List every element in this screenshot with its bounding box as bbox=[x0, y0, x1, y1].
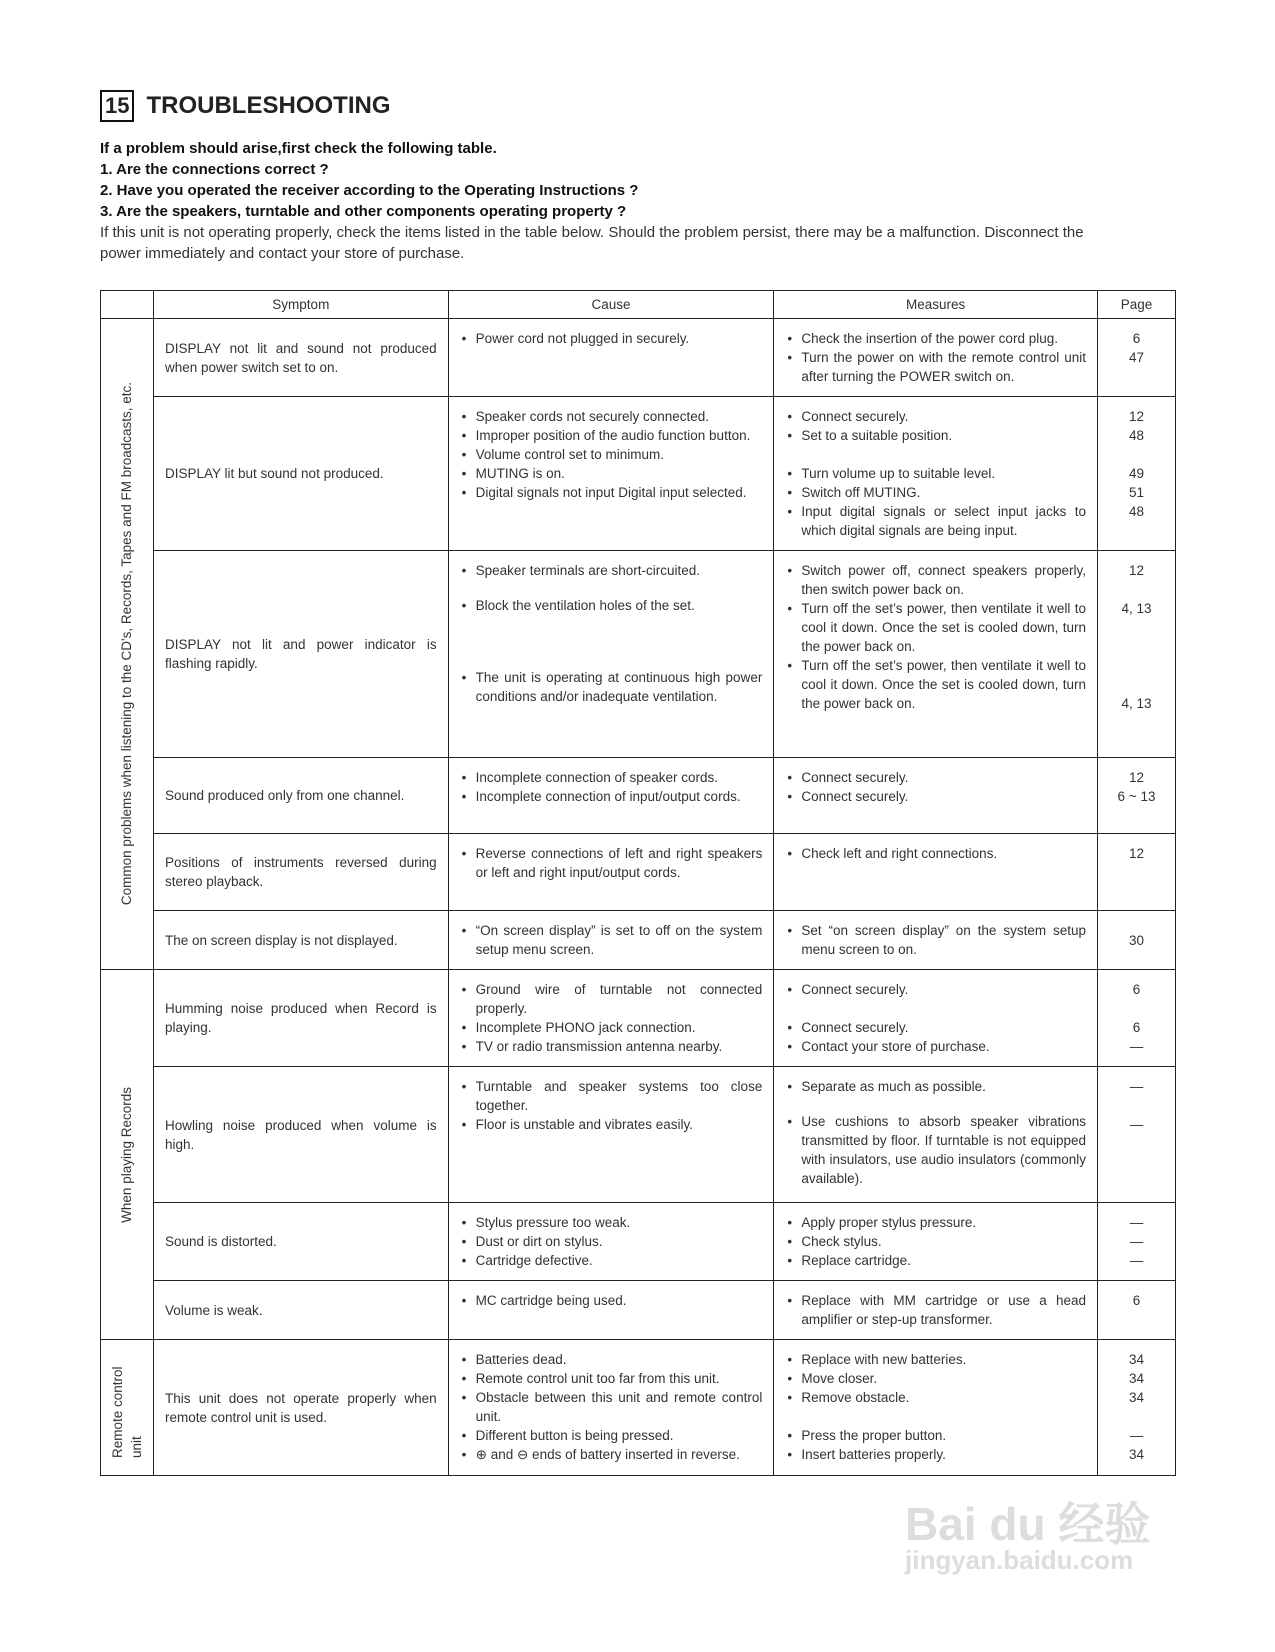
measure-item: • Insert batteries properly. bbox=[785, 1445, 1086, 1464]
causes-cell bbox=[448, 1281, 774, 1340]
measure-item: • Connect securely. bbox=[785, 1018, 1086, 1037]
causes-cell bbox=[448, 319, 774, 397]
symptom-cell: Volume is weak. bbox=[153, 1281, 448, 1340]
header-cause: Cause bbox=[448, 291, 774, 319]
cause-item: • Batteries dead. bbox=[460, 1350, 763, 1369]
measures-cell bbox=[774, 834, 1098, 911]
measure-item: • Input digital signals or select input jacks to which digital signals are being input. bbox=[785, 502, 1086, 540]
cause-item: • Incomplete PHONO jack connection. bbox=[460, 1018, 763, 1037]
symptom-cell: DISPLAY not lit and sound not produced when power switch set to on. bbox=[153, 319, 448, 397]
cause-item: • Dust or dirt on stylus. bbox=[460, 1232, 763, 1251]
measures-cell bbox=[774, 1340, 1098, 1476]
measure-item: • Replace with MM cartridge or use a head amplifier or step-up transformer. bbox=[785, 1291, 1086, 1329]
symptom-cell: Humming noise produced when Record is playing. bbox=[153, 970, 448, 1067]
group-label-cell bbox=[101, 970, 154, 1340]
table-row bbox=[101, 319, 1176, 397]
cause-item: • Floor is unstable and vibrates easily. bbox=[460, 1115, 763, 1134]
table-row bbox=[101, 758, 1176, 834]
cause-item: • MC cartridge being used. bbox=[460, 1291, 763, 1310]
table-row bbox=[101, 1067, 1176, 1203]
cause-item: • Ground wire of turntable not connected properly. bbox=[460, 980, 763, 1018]
symptom-cell: DISPLAY not lit and power indicator is flashing rapidly. bbox=[153, 551, 448, 758]
section-title bbox=[100, 90, 390, 122]
measure-item: • Turn off the set’s power, then ventilate it well to cool it down. Once the set is cooled down, turn the power back on. bbox=[785, 656, 1086, 713]
measure-item: • Replace with new batteries. bbox=[785, 1350, 1086, 1369]
cause-item: • MUTING is on. bbox=[460, 464, 763, 483]
troubleshooting-table bbox=[100, 290, 1176, 1476]
page-cell: 6 47 bbox=[1098, 319, 1176, 397]
cause-item: • Different button is being pressed. bbox=[460, 1426, 763, 1445]
measure-item: • Set “on screen display” on the system setup menu screen to on. bbox=[785, 921, 1086, 959]
group-label: Common problems when listening to the CD's, Records, Tapes and FM broadcasts, etc. bbox=[119, 382, 135, 906]
measure-item: • Apply proper stylus pressure. bbox=[785, 1213, 1086, 1232]
measures-cell bbox=[774, 319, 1098, 397]
intro-line: 2. Have you operated the receiver according to the Operating Instructions ? bbox=[100, 182, 639, 199]
measure-item: • Switch off MUTING. bbox=[785, 483, 1086, 502]
table-row bbox=[101, 551, 1176, 758]
cause-item: • Incomplete connection of speaker cords. bbox=[460, 768, 763, 787]
cause-item: • ⊕ and ⊖ ends of battery inserted in reverse. bbox=[460, 1445, 763, 1464]
causes-cell bbox=[448, 834, 774, 911]
symptom-cell: This unit does not operate properly when remote control unit is used. bbox=[153, 1340, 448, 1476]
section-heading: TROUBLESHOOTING bbox=[146, 92, 391, 119]
measure-item: • Move closer. bbox=[785, 1369, 1086, 1388]
measure-item: • Set to a suitable position. bbox=[785, 426, 1086, 445]
cause-item: • The unit is operating at continuous high power conditions and/or inadequate ventilation. bbox=[460, 668, 763, 706]
cause-item: • Volume control set to minimum. bbox=[460, 445, 763, 464]
group-label-cell bbox=[101, 1340, 154, 1476]
header-measures: Measures bbox=[774, 291, 1098, 319]
causes-cell bbox=[448, 970, 774, 1067]
symptom-cell: Sound produced only from one channel. bbox=[153, 758, 448, 834]
measures-cell bbox=[774, 397, 1098, 551]
causes-cell bbox=[448, 397, 774, 551]
cause-item: • Incomplete connection of input/output cords. bbox=[460, 787, 763, 806]
measure-item: • Turn volume up to suitable level. bbox=[785, 464, 1086, 483]
measure-item: • Press the proper button. bbox=[785, 1426, 1086, 1445]
group-label-cell bbox=[101, 319, 154, 970]
cause-item: • Power cord not plugged in securely. bbox=[460, 329, 763, 348]
measure-item: • Replace cartridge. bbox=[785, 1251, 1086, 1270]
measure-item: • Turn the power on with the remote control unit after turning the POWER switch on. bbox=[785, 348, 1086, 386]
header-symptom: Symptom bbox=[153, 291, 448, 319]
symptom-cell: Howling noise produced when volume is high. bbox=[153, 1067, 448, 1203]
cause-item: • Obstacle between this unit and remote control unit. bbox=[460, 1388, 763, 1426]
watermark-url: jingyan.baidu.com bbox=[905, 1545, 1134, 1575]
measure-item: • Contact your store of purchase. bbox=[785, 1037, 1086, 1056]
page-cell: 12 4, 13 4, 13 bbox=[1098, 551, 1176, 758]
cause-item: • Digital signals not input Digital input selected. bbox=[460, 483, 763, 502]
cause-item: • Turntable and speaker systems too close together. bbox=[460, 1077, 763, 1115]
cause-item: • TV or radio transmission antenna nearby. bbox=[460, 1037, 763, 1056]
cause-item: • “On screen display” is set to off on the system setup menu screen. bbox=[460, 921, 763, 959]
measure-item: • Check the insertion of the power cord plug. bbox=[785, 329, 1086, 348]
page-cell: 6 bbox=[1098, 1281, 1176, 1340]
causes-cell bbox=[448, 1340, 774, 1476]
measure-item: • Check stylus. bbox=[785, 1232, 1086, 1251]
table-row bbox=[101, 1281, 1176, 1340]
section-number: 15 bbox=[100, 90, 134, 122]
watermark-logo: Bai du 经验 bbox=[905, 1498, 1151, 1550]
causes-cell bbox=[448, 1203, 774, 1281]
page-cell: — — — bbox=[1098, 1203, 1176, 1281]
measure-item: • Connect securely. bbox=[785, 787, 1086, 806]
measure-item: • Use cushions to absorb speaker vibrations transmitted by floor. If turntable is not equipped with insulators, use audio insulators (commonly available). bbox=[785, 1112, 1086, 1188]
measure-item: • Switch power off, connect speakers properly, then switch power back on. bbox=[785, 561, 1086, 599]
intro bbox=[100, 138, 1110, 264]
page-cell: 30 bbox=[1098, 911, 1176, 970]
measures-cell bbox=[774, 758, 1098, 834]
measures-cell bbox=[774, 1281, 1098, 1340]
causes-cell bbox=[448, 911, 774, 970]
cause-item: • Cartridge defective. bbox=[460, 1251, 763, 1270]
measure-item: • Remove obstacle. bbox=[785, 1388, 1086, 1407]
measure-item: • Connect securely. bbox=[785, 768, 1086, 787]
group-label: Remote control unit bbox=[109, 1365, 144, 1458]
page-cell: 6 6 — bbox=[1098, 970, 1176, 1067]
cause-item: • Speaker terminals are short-circuited. bbox=[460, 561, 763, 580]
header-row bbox=[101, 291, 1176, 319]
intro-paragraph: If this unit is not operating properly, check the items listed in the table below. Should the problem persist, there may be a malfunction. Disconnect the power immediately and contact your store of purchase. bbox=[100, 224, 1084, 262]
measures-cell bbox=[774, 551, 1098, 758]
table-row bbox=[101, 970, 1176, 1067]
table-row bbox=[101, 1340, 1176, 1476]
causes-cell bbox=[448, 551, 774, 758]
cause-item: • Reverse connections of left and right speakers or left and right input/output cords. bbox=[460, 844, 763, 882]
causes-cell bbox=[448, 758, 774, 834]
page-cell: 12 48 49 51 48 bbox=[1098, 397, 1176, 551]
measures-cell bbox=[774, 911, 1098, 970]
table-row bbox=[101, 834, 1176, 911]
measure-item: • Connect securely. bbox=[785, 980, 1086, 999]
cause-item: • Block the ventilation holes of the set. bbox=[460, 596, 763, 615]
measure-item: • Connect securely. bbox=[785, 407, 1086, 426]
header-page: Page bbox=[1098, 291, 1176, 319]
measures-cell bbox=[774, 1067, 1098, 1203]
page-cell: 34 34 34 — 34 bbox=[1098, 1340, 1176, 1476]
symptom-cell: Sound is distorted. bbox=[153, 1203, 448, 1281]
measure-item: • Turn off the set’s power, then ventilate it well to cool it down. Once the set is cooled down, turn the power back on. bbox=[785, 599, 1086, 656]
intro-line: If a problem should arise,first check the following table. bbox=[100, 140, 497, 157]
cause-item: • Improper position of the audio function button. bbox=[460, 426, 763, 445]
table-row bbox=[101, 911, 1176, 970]
page-cell: 12 bbox=[1098, 834, 1176, 911]
group-header bbox=[101, 291, 154, 319]
intro-line: 1. Are the connections correct ? bbox=[100, 161, 329, 178]
symptom-cell: The on screen display is not displayed. bbox=[153, 911, 448, 970]
page-cell: — — bbox=[1098, 1067, 1176, 1203]
measure-item: • Separate as much as possible. bbox=[785, 1077, 1086, 1096]
measures-cell bbox=[774, 1203, 1098, 1281]
measure-item: • Check left and right connections. bbox=[785, 844, 1086, 863]
cause-item: • Stylus pressure too weak. bbox=[460, 1213, 763, 1232]
cause-item: • Speaker cords not securely connected. bbox=[460, 407, 763, 426]
intro-line: 3. Are the speakers, turntable and other components operating property ? bbox=[100, 203, 627, 220]
causes-cell bbox=[448, 1067, 774, 1203]
table-row bbox=[101, 397, 1176, 551]
measures-cell bbox=[774, 970, 1098, 1067]
page-cell: 12 6 ~ 13 bbox=[1098, 758, 1176, 834]
cause-item: • Remote control unit too far from this unit. bbox=[460, 1369, 763, 1388]
table-row bbox=[101, 1203, 1176, 1281]
group-label: When playing Records bbox=[119, 1086, 135, 1223]
symptom-cell: DISPLAY lit but sound not produced. bbox=[153, 397, 448, 551]
symptom-cell: Positions of instruments reversed during stereo playback. bbox=[153, 834, 448, 911]
